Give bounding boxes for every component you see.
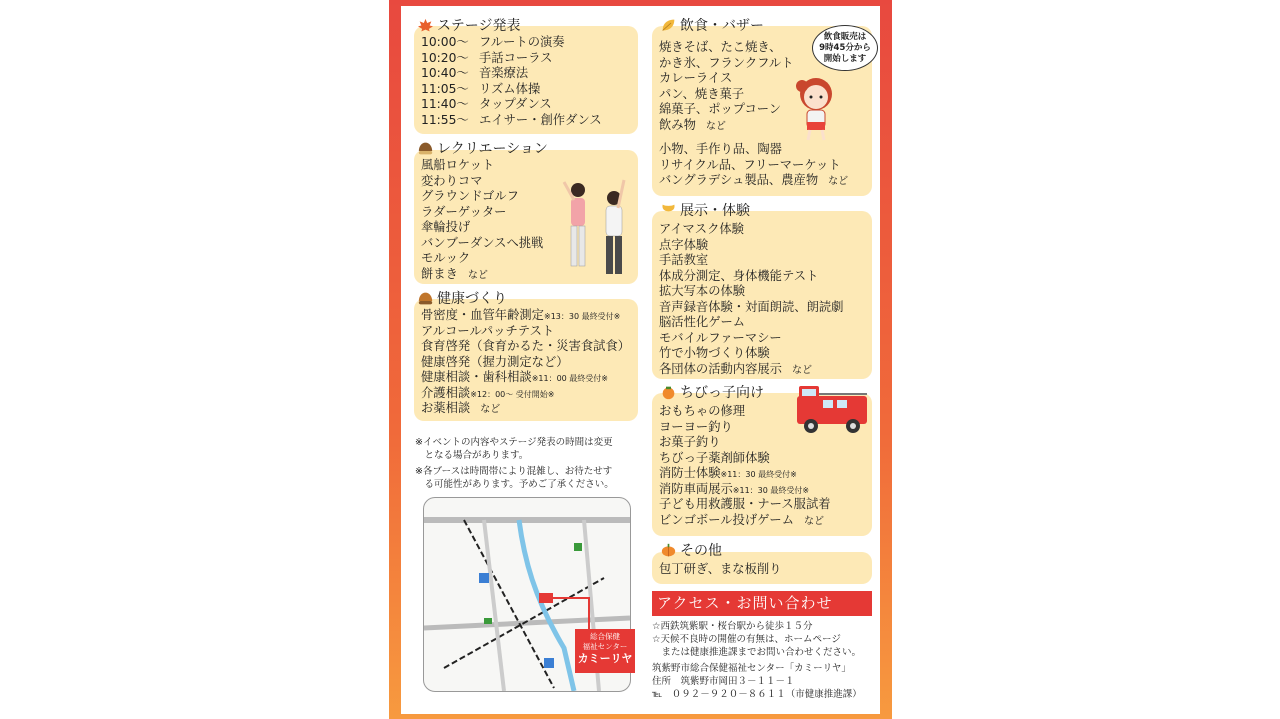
health-item xyxy=(421,355,630,371)
bazaar-item: リサイクル品、フリーマーケット xyxy=(659,157,841,172)
exhibit-list xyxy=(659,222,843,377)
bazaar-item-text: バングラデシュ製品、農産物 xyxy=(659,173,819,187)
bubble-line: 開始します xyxy=(823,54,867,64)
contact-info xyxy=(652,620,862,701)
stage-label: 音楽療法 xyxy=(479,66,529,80)
kids-item-note: ※11：30 最終受付※ xyxy=(732,485,810,495)
map-label-line: 福祉センター xyxy=(582,642,628,651)
stage-item xyxy=(421,113,602,129)
food-header xyxy=(660,14,764,36)
recreation-item: ラダーゲッター xyxy=(421,204,507,219)
recreation-item: 風船ロケット xyxy=(421,158,495,172)
exercise-people-illustration xyxy=(556,176,636,280)
kids-item: お菓子釣り xyxy=(659,435,721,449)
kids-item xyxy=(659,466,831,482)
bubble-line: 9時45分から xyxy=(819,43,871,53)
other-list xyxy=(659,562,781,578)
stage-title: ステージ発表 xyxy=(437,18,521,34)
stage-time: 11:40〜 xyxy=(421,97,469,111)
food-item: カレーライス xyxy=(659,71,733,85)
health-item xyxy=(421,386,630,402)
health-item-note: ※11：00 最終受付※ xyxy=(531,374,608,383)
note-line: となる場合があります。 xyxy=(415,450,529,461)
kids-item-note: ※11：30 最終受付※ xyxy=(720,470,797,479)
maple-leaf-icon xyxy=(417,18,434,33)
chestnut-icon xyxy=(417,141,434,156)
food-item-text: 飲み物 xyxy=(659,117,696,132)
kids-item-text: 消防車両展示 xyxy=(659,481,733,496)
stage-item xyxy=(421,35,602,51)
etc-label: など xyxy=(705,120,726,132)
recreation-item-text: 餅まき xyxy=(421,266,458,281)
contact-line: ☆天候不良時の開催の有無は、ホームページ xyxy=(652,634,841,645)
recreation-item: モルック xyxy=(421,251,471,265)
etc-label: など xyxy=(804,515,825,527)
health-item-text: 骨密度・血管年齢測定 xyxy=(421,308,544,322)
exhibit-item: 体成分測定、身体機能テスト xyxy=(659,268,819,283)
exhibit-item-text: 各団体の活動内容展示 xyxy=(659,361,782,376)
exhibit-item: 手話教室 xyxy=(659,253,709,267)
map-facility-label xyxy=(575,629,635,673)
health-item-text: 食育啓発（食育かるた・災害食試食） xyxy=(421,339,631,353)
etc-label: など xyxy=(828,176,849,187)
etc-label: など xyxy=(467,269,488,281)
etc-label: など xyxy=(791,364,812,376)
contact-line: 筑紫野市総合保健福祉センター「カミーリヤ」 xyxy=(652,663,851,674)
kids-item: ちびっ子薬剤師体験 xyxy=(659,450,770,465)
health-list xyxy=(421,308,630,417)
exhibit-item: 音声録音体験・対面朗読、朗読劇 xyxy=(659,299,844,314)
other-item: 包丁研ぎ、まな板削り xyxy=(659,562,782,576)
map-label-name: カミーリヤ xyxy=(577,652,633,665)
stage-time: 11:05〜 xyxy=(421,81,469,96)
health-item xyxy=(421,370,630,386)
health-item-text: 介護相談 xyxy=(421,385,471,400)
stage-time: 10:00〜 xyxy=(421,35,469,49)
health-header xyxy=(417,287,507,309)
recreation-item: バンブーダンスへ挑戦 xyxy=(421,235,544,250)
kids-title: ちびっ子向け xyxy=(680,385,764,401)
kids-item xyxy=(659,482,831,498)
bubble-line: 飲食販売は xyxy=(823,32,867,42)
stage-item xyxy=(421,51,602,67)
kids-item: ヨーヨー釣り xyxy=(659,419,733,434)
etc-label: など xyxy=(480,404,501,415)
food-item: かき氷、フランクフルト xyxy=(659,55,794,70)
exhibit-item: 竹で小物づくり体験 xyxy=(659,346,770,360)
recreation-item: 変わりコマ xyxy=(421,173,483,188)
recreation-header xyxy=(417,137,548,159)
stage-label: 手話コーラス xyxy=(479,50,553,65)
exhibit-item: 点字体験 xyxy=(659,237,709,252)
contact-line: 住所 筑紫野市岡田３－１１－１ xyxy=(652,676,795,687)
bazaar-item xyxy=(659,173,848,189)
exhibit-item: 脳活性化ゲーム xyxy=(659,315,746,329)
contact-line: または健康推進課までお問い合わせください。 xyxy=(652,647,862,658)
kids-header xyxy=(660,381,764,403)
exhibit-item: モバイルファーマシー xyxy=(659,330,782,345)
exhibit-item: 拡大写本の体験 xyxy=(659,284,746,298)
food-item: 綿菓子、ポップコーン xyxy=(659,102,782,116)
stage-time: 10:40〜 xyxy=(421,66,469,80)
map-label-line: 総合保健 xyxy=(590,632,620,641)
health-item-text: 健康啓発（握力測定など） xyxy=(421,354,569,369)
contact-line: ☆西鉄筑紫駅・桜台駅から徒歩１５分 xyxy=(652,621,813,632)
kids-item xyxy=(659,513,831,529)
chestnut-icon xyxy=(417,291,434,306)
stage-time: 11:55〜 xyxy=(421,112,469,127)
stage-label: リズム体操 xyxy=(479,81,541,96)
other-header xyxy=(660,539,722,561)
stage-item xyxy=(421,66,602,82)
access-banner: アクセス・お問い合わせ xyxy=(652,591,872,616)
bazaar-item: 小物、手作り品、陶器 xyxy=(659,142,782,156)
health-item xyxy=(421,401,630,417)
exhibit-item xyxy=(659,362,843,378)
stage-item xyxy=(421,97,602,113)
stage-header xyxy=(417,14,520,36)
food-title: 飲食・バザー xyxy=(680,18,764,34)
health-item xyxy=(421,324,630,340)
recreation-title: レクリエーション xyxy=(437,141,548,157)
exhibit-item: アイマスク体験 xyxy=(659,222,744,236)
note-line: ※イベントの内容やステージ発表の時間は変更 xyxy=(415,437,613,448)
stage-label: エイサー・創作ダンス xyxy=(479,112,602,127)
note-line: ※各ブースは時間帯により混雑し、お待たせす xyxy=(415,466,613,477)
health-item-note: ※12：00〜 受付開始※ xyxy=(470,389,555,399)
stage-time: 10:20〜 xyxy=(421,50,469,65)
health-item-note: ※13：30 最終受付※ xyxy=(543,312,621,321)
kids-item: おもちゃの修理 xyxy=(659,404,746,418)
notes xyxy=(415,436,614,491)
food-item: パン、焼き菓子 xyxy=(659,86,745,101)
kids-item: 子ども用救護服・ナース服試着 xyxy=(659,497,831,511)
recreation-item: 傘輪投げ xyxy=(421,220,471,234)
stage-label: フルートの演奏 xyxy=(479,35,565,49)
other-title: その他 xyxy=(680,543,722,559)
exhibit-header xyxy=(660,199,750,221)
food-item: 焼きそば、たこ焼き、 xyxy=(659,40,782,54)
fire-truck-illustration xyxy=(795,384,871,436)
kids-item-text: ビンゴボール投げゲーム xyxy=(659,512,795,527)
health-item-text: お薬相談 xyxy=(421,401,471,415)
health-item-text: アルコールパッチテスト xyxy=(421,323,555,338)
health-title: 健康づくり xyxy=(437,291,507,307)
stage-label: タップダンス xyxy=(479,97,552,111)
health-item-text: 健康相談・歯科相談 xyxy=(421,370,532,384)
contact-line: ℡ ０９２－９２０－８６１１（市健康推進課） xyxy=(652,689,862,700)
recreation-item xyxy=(421,267,543,283)
stage-item xyxy=(421,82,602,98)
leaf-icon xyxy=(660,18,677,33)
mascot-girl-illustration xyxy=(790,72,846,142)
health-item xyxy=(421,308,630,324)
exhibit-title: 展示・体験 xyxy=(680,203,750,219)
speech-bubble xyxy=(812,25,878,71)
health-item xyxy=(421,339,630,355)
pumpkin-icon xyxy=(660,543,677,558)
note-line: る可能性があります。予めご了承ください。 xyxy=(415,479,614,490)
persimmon-icon xyxy=(660,385,677,400)
ginkgo-leaf-icon xyxy=(660,203,677,218)
recreation-list xyxy=(421,158,543,282)
recreation-item: グラウンドゴルフ xyxy=(421,189,519,203)
stage-list xyxy=(421,35,602,128)
kids-item-text: 消防士体験 xyxy=(659,466,721,480)
